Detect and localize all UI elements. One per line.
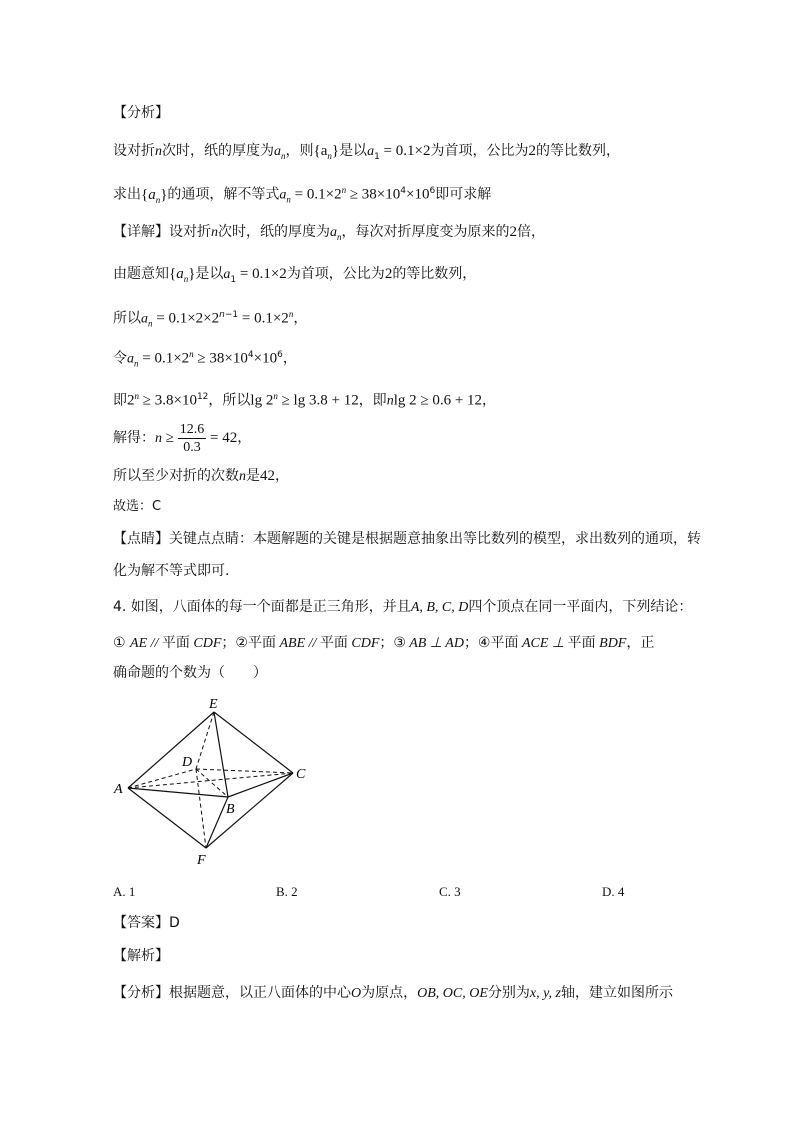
edge-ec — [214, 712, 293, 773]
diagonal-db-hidden — [196, 769, 228, 797]
detail-line-2: 由题意知$\{a_n\}$是以$a_1 = 0.1\times 2$为首项，公比为2的等比数列， — [113, 266, 477, 285]
diagonal-ac-hidden — [128, 773, 293, 788]
question-4-line-3: 确命题的个数为（ ） — [113, 665, 267, 681]
question-4-line-2: ① AE // 平面 CDF；②平面 ABE // 平面 CDF；③ AB ⊥ AD；④平面 ACE ⊥ 平面 BDF，正 — [113, 635, 655, 651]
edge-ea — [128, 712, 214, 788]
option-d: D. 4 — [602, 884, 625, 899]
edge-af — [128, 788, 206, 848]
edge-cf — [206, 773, 293, 848]
detail-line-4: 令$a_n = 0.1\times 2^n \ge 38\times 10^4\times 10^6$， — [113, 349, 297, 369]
analysis-line-2: 求出$\{a_n\}$的通项，解不等式$a_n = 0.1\times 2^n \ge 38\times 10^4\times 10^6$即可求解 — [113, 185, 492, 205]
edge-bf — [206, 797, 228, 848]
analysis-line-1: 设对折n次时，纸的厚度为$a_n$，则$\{a_n\}$是以$a_1 = 0.1\times 2$为首项，公比为2的等比数列， — [113, 143, 620, 162]
option-a: A. 1 — [113, 884, 136, 899]
explanation-analysis-line: 【分析】根据题意，以正八面体的中心O为原点，OB, OC, OE分别为x, y, z轴，建立如图所示 — [113, 985, 674, 1001]
detail-line-1: 【详解】设对折n次时，纸的厚度为$a_n$，每次对折厚度变为原来的2倍， — [113, 224, 545, 242]
answer-choice: 故选：C — [113, 499, 162, 514]
edge-df-hidden — [196, 769, 206, 848]
analysis-heading: 【分析】 — [113, 105, 169, 121]
vertex-label-e: E — [209, 697, 218, 712]
edge-dc-hidden — [196, 769, 293, 773]
edge-eb — [214, 712, 228, 797]
detail-line-5: 即$2^n \ge 3.8\times 10^{12}$，所以$\lg 2^n \ge \lg 3.8 + 12$，即nlg 2 ≥ 0.6 + 12， — [113, 391, 497, 409]
remark-line-2: 化为解不等式即可. — [113, 563, 230, 579]
detail-line-6: 解得：n ≥ $\frac{12.6}{0.3}$ = 42， — [113, 421, 252, 455]
remark-line-1: 【点睛】关键点点睛：本题解题的关键是根据题意抽象出等比数列的模型，求出数列的通项，转 — [113, 531, 701, 547]
vertex-label-d: D — [182, 755, 193, 770]
explanation-heading: 【解析】 — [113, 948, 169, 964]
vertex-label-a: A — [114, 782, 123, 797]
option-b: B. 2 — [276, 884, 298, 899]
vertex-label-f: F — [197, 853, 206, 868]
octahedron-figure — [110, 690, 320, 870]
vertex-label-b: B — [226, 802, 235, 817]
question-4-line-1: 4. 如图，八面体的每一个面都是正三角形，并且A, B, C, D四个顶点在同一平面内，下列结论： — [113, 599, 693, 615]
option-c: C. 3 — [439, 884, 461, 899]
fraction: $\frac{12.6}{0.3}$ — [179, 421, 205, 455]
detail-line-7: 所以至少对折的次数n是42， — [113, 468, 289, 484]
detail-line-3: 所以$a_n = 0.1\times 2\times 2^{n-1} = 0.1\times 2^n$， — [113, 309, 308, 329]
edge-ab — [128, 788, 228, 797]
vertex-label-c: C — [296, 767, 306, 782]
answer-line: 【答案】D — [113, 915, 180, 931]
edge-bc — [228, 773, 293, 797]
